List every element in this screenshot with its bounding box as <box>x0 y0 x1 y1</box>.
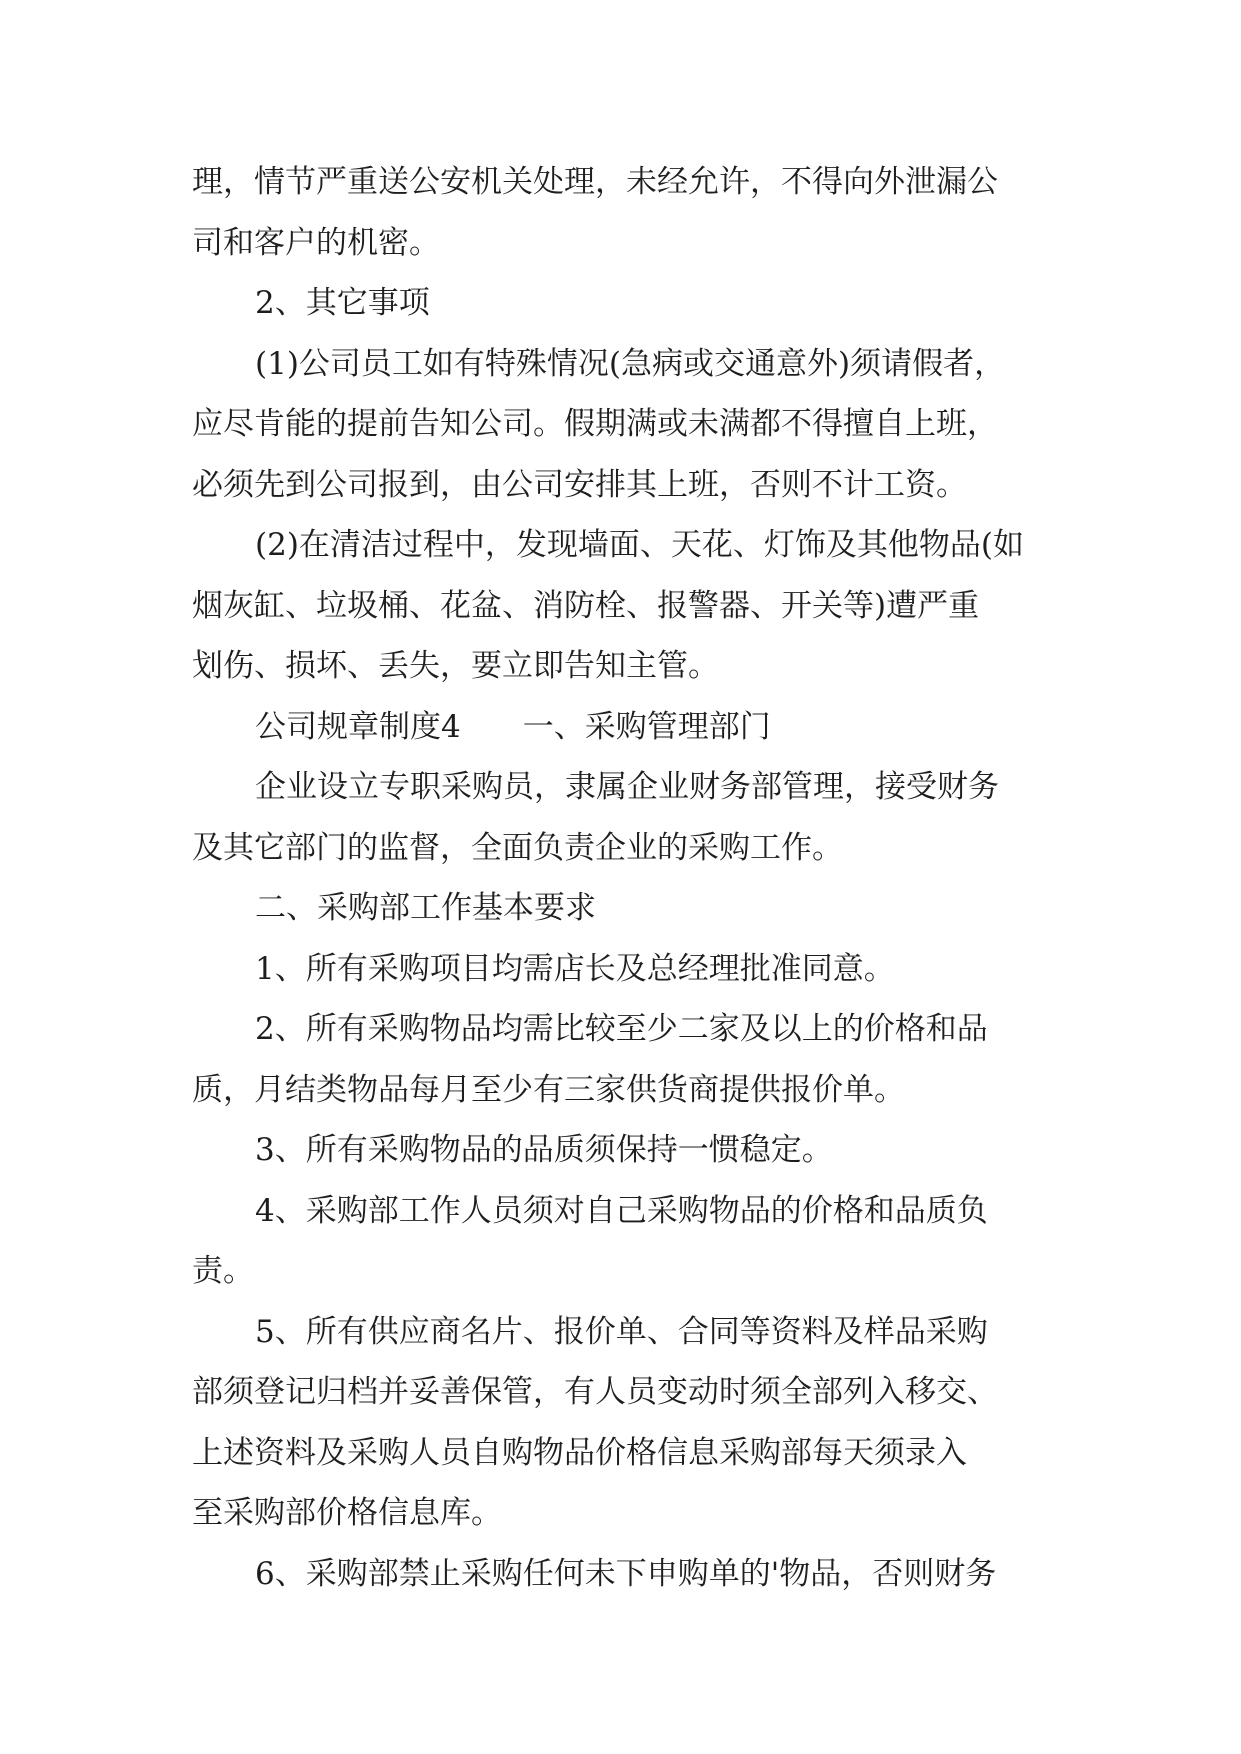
section-heading: 2、其它事项 <box>255 285 430 321</box>
text-line: (1)公司员工如有特殊情况(急病或交通意外)须请假者， <box>255 345 1006 382</box>
text-line: 6、采购部禁止采购任何未下申购单的'物品，否则财务 <box>255 1555 997 1592</box>
text-line: 及其它部门的监督，全面负责企业的采购工作。 <box>192 829 843 866</box>
text-line: 质，月结类物品每月至少有三家供货商提供报价单。 <box>192 1071 905 1108</box>
text-line: 企业设立专职采购员，隶属企业财务部管理，接受财务 <box>255 769 999 805</box>
section-heading: 二、采购部工作基本要求 <box>255 890 596 926</box>
document-body <box>192 152 1048 1604</box>
text-line: 2、所有采购物品均需比较至少二家及以上的价格和品 <box>255 1011 988 1047</box>
text-line: 烟灰缸、垃圾桶、花盆、消防栓、报警器、开关等)遭严重 <box>192 587 980 624</box>
text-line: 理，情节严重送公安机关处理，未经允许，不得向外泄漏公 <box>192 164 998 200</box>
text-line: 应尽肯能的提前告知公司。假期满或未满都不得擅自上班， <box>192 406 998 442</box>
text-line: (2)在清洁过程中，发现墙面、天花、灯饰及其他物品(如 <box>255 527 1025 563</box>
text-line: 部须登记归档并妥善保管，有人员变动时须全部列入移交、 <box>192 1374 998 1410</box>
text-line: 4、采购部工作人员须对自己采购物品的价格和品质负 <box>255 1192 988 1229</box>
text-line: 3、所有采购物品的品质须保持一惯稳定。 <box>255 1132 833 1168</box>
text-line: 5、所有供应商名片、报价单、合同等资料及样品采购 <box>255 1313 988 1350</box>
text-line: 司和客户的机密。 <box>192 224 440 261</box>
text-line: 划伤、损坏、丢失，要立即告知主管。 <box>192 648 719 684</box>
section-heading: 公司规章制度4 一、采购管理部门 <box>255 708 771 745</box>
text-line: 责。 <box>192 1253 254 1289</box>
text-line: 至采购部价格信息库。 <box>192 1495 502 1531</box>
text-line: 必须先到公司报到，由公司安排其上班，否则不计工资。 <box>192 466 967 503</box>
text-line: 上述资料及采购人员自购物品价格信息采购部每天须录入 <box>192 1434 967 1471</box>
text-line: 1、所有采购项目均需店长及总经理批准同意。 <box>255 950 895 987</box>
